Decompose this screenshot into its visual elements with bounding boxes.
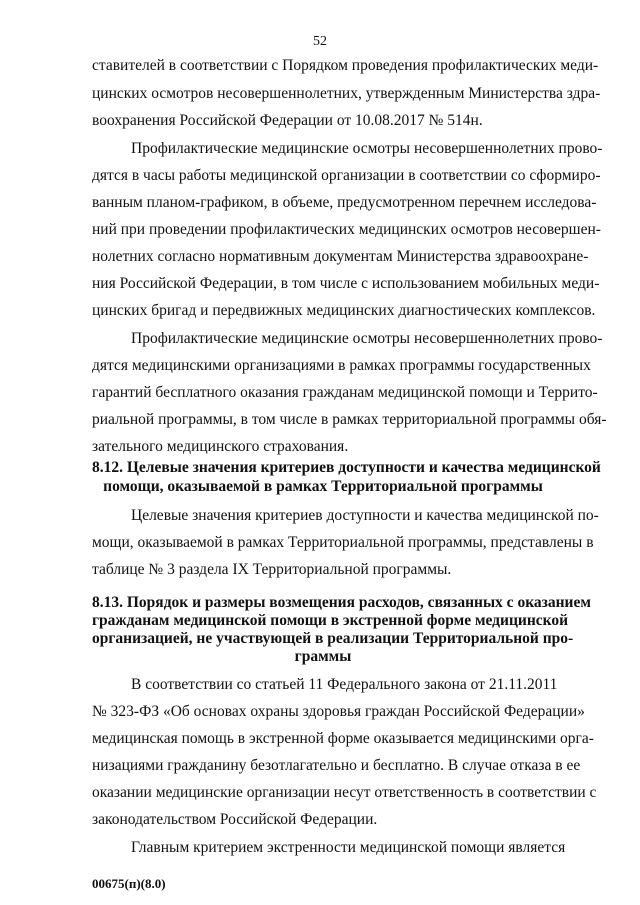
text-line: нолетних согласно нормативным документам Министерства здравоохране-: [92, 248, 589, 265]
section-heading-8-12-cont: помощи, оказываемой в рамках Территориальной программы: [103, 478, 543, 495]
text-line: Профилактические медицинские осмотры несовершеннолетних прово-: [131, 140, 603, 157]
text-line: Профилактические медицинские осмотры несовершеннолетних прово-: [131, 330, 603, 347]
text-line: Главным критерием экстренности медицинской помощи является: [131, 839, 566, 856]
text-line: зательного медицинского страхования.: [92, 438, 349, 455]
text-line: Целевые значения критериев доступности и качества медицинской по-: [131, 507, 599, 524]
section-heading-8-12: 8.12. Целевые значения критериев доступности и качества медицинской: [92, 459, 601, 476]
text-line: ния Российской Федерации, в том числе с использованием мобильных меди-: [92, 275, 600, 292]
text-line: цинских осмотров несовершеннолетних, утвержденным Министерства здра-: [92, 85, 601, 102]
text-line: гарантий бесплатного оказания гражданам медицинской помощи и Террито-: [92, 384, 598, 401]
text-line: медицинская помощь в экстренной форме оказывается медицинскими орга-: [92, 730, 594, 747]
text-line: № 323-ФЗ «Об основах охраны здоровья граждан Российской Федерации»: [92, 703, 585, 720]
text-line: таблице № 3 раздела IX Территориальной программы.: [92, 561, 452, 578]
text-line: ванным планом-графиком, в объеме, предусмотренном перечнем исследова-: [92, 194, 597, 211]
text-line: ставителей в соответствии с Порядком проведения профилактических меди-: [92, 57, 599, 74]
text-line: дятся медицинскими организациями в рамках программы государственных: [92, 357, 591, 374]
text-line: дятся в часы работы медицинской организации в соответствии со сформиро-: [92, 167, 601, 184]
section-heading-8-13-cont: организацией, не участвующей в реализации Территориальной про-: [92, 630, 574, 647]
text-line: низациями гражданину безотлагательно и бесплатно. В случае отказа в ее: [92, 757, 581, 774]
section-heading-8-13: 8.13. Порядок и размеры возмещения расходов, связанных с оказанием: [92, 594, 591, 611]
text-line: мощи, оказываемой в рамках Территориальной программы, представлены в: [92, 534, 594, 551]
text-line: оказании медицинские организации несут ответственность в соответствии с: [92, 784, 597, 801]
text-line: В соответствии со статьей 11 Федерального закона от 21.11.2011: [131, 676, 558, 693]
text-line: законодательством Российской Федерации.: [92, 811, 378, 828]
text-line: риальной программы, в том числе в рамках территориальной программы обя-: [92, 411, 607, 428]
text-line: воохранения Российской Федерации от 10.08.2017 № 514н.: [92, 112, 483, 129]
section-heading-8-13-cont: граммы: [294, 648, 352, 665]
footer-code: 00675(п)(8.0): [92, 876, 166, 891]
text-line: цинских бригад и передвижных медицинских диагностических комплексов.: [92, 302, 596, 319]
section-heading-8-13-cont: гражданам медицинской помощи в экстренной форме медицинской: [92, 612, 569, 629]
page-number: 52: [313, 34, 327, 49]
text-line: ний при проведении профилактических медицинских осмотров несовершен-: [92, 221, 601, 238]
